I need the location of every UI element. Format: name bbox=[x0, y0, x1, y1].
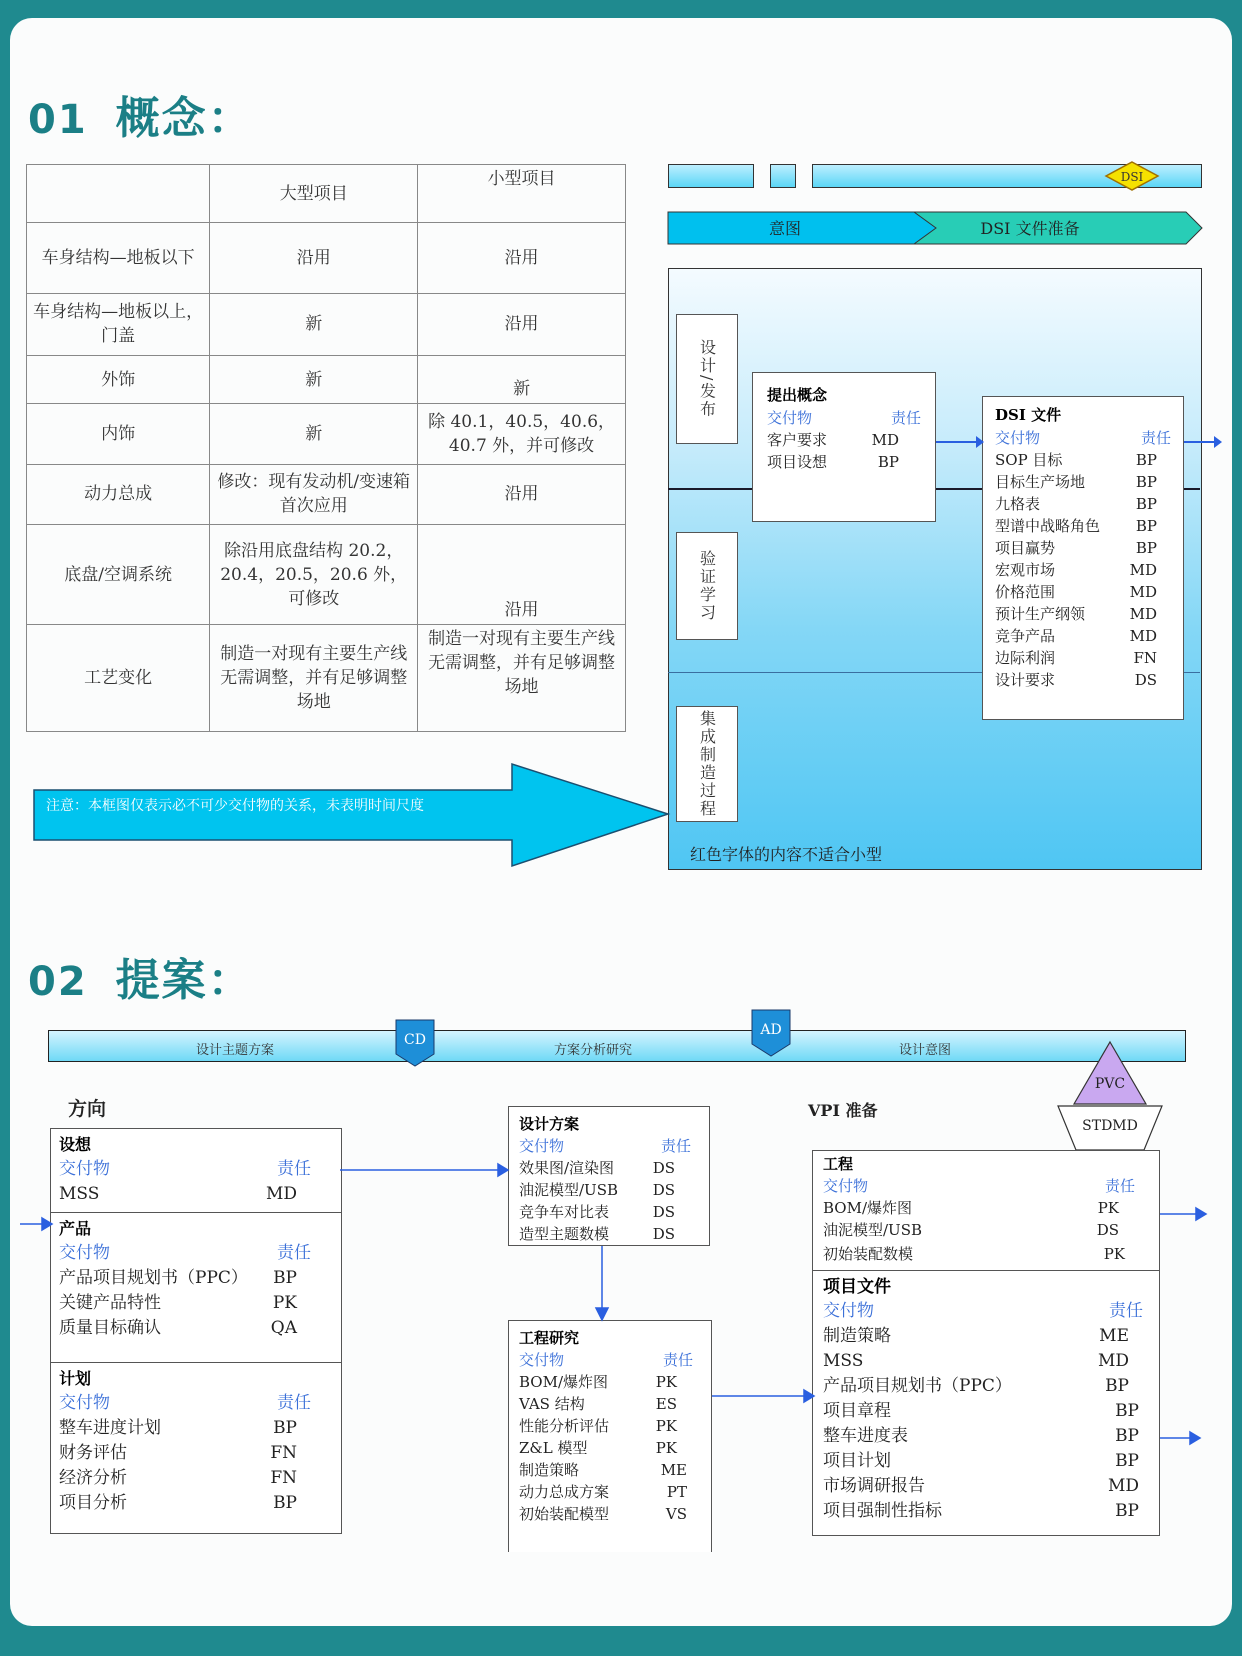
engineering-study-box: 工程研究 交付物 责任 BOM/爆炸图 PK VAS 结构 ES 性能分析评估 PK Z&L 模型 PK 制造策略 ME 动力总成方案 PT 初始装配模型 VS bbox=[508, 1320, 712, 1552]
note-arrow-text: 注意：本框图仅表示必不可少交付物的关系，未表明时间尺度 bbox=[46, 798, 424, 814]
phase-right-label: DSI 文件准备 bbox=[980, 219, 1080, 238]
table-cell: 沿用 bbox=[418, 293, 626, 355]
list-item: 项目设想 BP bbox=[767, 453, 899, 471]
direction-box bbox=[50, 1128, 342, 1534]
table-cell: 动力总成 bbox=[27, 464, 210, 524]
timeline-bar-segment bbox=[668, 164, 754, 188]
list-item: 竞争产品 MD bbox=[995, 627, 1157, 645]
table-cell: 工艺变化 bbox=[27, 625, 210, 732]
timeline-label: 设计意图 bbox=[898, 1043, 951, 1058]
milestone-ad-label: AD bbox=[760, 1022, 782, 1038]
section-2-heading bbox=[28, 944, 254, 1008]
section-2-title: 提案： bbox=[115, 955, 254, 1006]
timeline-label: 方案分析研究 bbox=[553, 1043, 632, 1058]
list-item: 型谱中战略角色 BP bbox=[995, 517, 1157, 535]
section-2-number: 02 bbox=[28, 959, 88, 1005]
lane-label-design: 设计/发布 bbox=[697, 339, 717, 419]
lane-label-manufacturing: 集成制造过程 bbox=[697, 710, 717, 818]
list-item: SOP 目标 BP bbox=[995, 451, 1157, 469]
list-item: 项目赢势 BP bbox=[995, 539, 1157, 557]
milestone-cd-label: CD bbox=[404, 1032, 426, 1048]
table-cell: 沿用 bbox=[418, 524, 626, 625]
vpi-label: VPI 准备 bbox=[808, 1101, 878, 1120]
table-cell: 底盘/空调系统 bbox=[27, 524, 210, 625]
dsi-diamond-icon bbox=[1104, 160, 1160, 192]
table-cell: 制造一对现有主要生产线无需调整，并有足够调整场地 bbox=[418, 625, 626, 732]
table-header-small: 小型项目 bbox=[418, 165, 626, 223]
vpi-box bbox=[812, 1150, 1160, 1536]
group-idea: 设想 交付物 责任 MSS MD bbox=[51, 1129, 341, 1213]
table-cell: 除沿用底盘结构 20.2，20.4，20.5，20.6 外，可修改 bbox=[210, 524, 418, 625]
table-header-empty bbox=[27, 165, 210, 223]
lane-label-box bbox=[676, 532, 738, 640]
section-1-heading bbox=[28, 82, 254, 146]
list-item: 价格范围 MD bbox=[995, 583, 1157, 601]
phase-left-label: 意图 bbox=[768, 219, 801, 238]
table-cell: 车身结构—地板以下 bbox=[27, 223, 210, 293]
list-item: 九格表 BP bbox=[995, 495, 1157, 513]
lane-label-box bbox=[676, 314, 738, 444]
group-engineering: 工程 交付物 责任 BOM/爆炸图 PK 油泥模型/USB DS 初始装配数模 PK bbox=[813, 1151, 1159, 1271]
table-cell: 沿用 bbox=[210, 223, 418, 293]
list-item: 宏观市场 MD bbox=[995, 561, 1157, 579]
list-item: 边际利润 FN bbox=[995, 649, 1157, 667]
timeline-label: 设计主题方案 bbox=[195, 1043, 274, 1058]
flow-arrows bbox=[936, 432, 1236, 452]
table-cell: 沿用 bbox=[418, 464, 626, 524]
list-item: 目标生产场地 BP bbox=[995, 473, 1157, 491]
note-small-project: 红色字体的内容不适合小型 bbox=[690, 845, 883, 864]
concept-table bbox=[26, 164, 626, 732]
table-cell: 修改：现有发动机/变速箱首次应用 bbox=[210, 464, 418, 524]
table-cell: 外饰 bbox=[27, 355, 210, 403]
concept-box-title: 提出概念 bbox=[767, 386, 828, 404]
dsi-box-title: DSI 文件 bbox=[995, 406, 1062, 424]
owner-header: 责任 bbox=[1140, 429, 1171, 447]
table-cell: 制造一对现有主要生产线无需调整，并有足够调整场地 bbox=[210, 625, 418, 732]
table-cell: 新 bbox=[210, 293, 418, 355]
timeline-bar-segment bbox=[770, 164, 796, 188]
section-1-number: 01 bbox=[28, 97, 88, 143]
lane-label-verify: 验证学习 bbox=[697, 550, 717, 622]
list-item: 设计要求 DS bbox=[995, 671, 1157, 689]
pvc-stdmd-icon bbox=[1056, 1040, 1164, 1152]
table-cell: 新 bbox=[210, 355, 418, 403]
deliverable-header: 交付物 bbox=[995, 429, 1041, 447]
owner-header: 责任 bbox=[890, 409, 921, 427]
table-cell: 除 40.1，40.5，40.6，40.7 外，并可修改 bbox=[418, 404, 626, 464]
group-plan: 计划 交付物 责任 整车进度计划 BP 财务评估 FN 经济分析 FN 项目分析 BP bbox=[59, 1369, 311, 1513]
table-cell: 新 bbox=[418, 355, 626, 403]
dsi-marker-label: DSI bbox=[1120, 170, 1144, 184]
table-header-large: 大型项目 bbox=[210, 165, 418, 223]
table-cell: 车身结构—地板以上，门盖 bbox=[27, 293, 210, 355]
group-product: 产品 交付物 责任 产品项目规划书（PPC） BP 关键产品特性 PK 质量目标确认 QA bbox=[51, 1213, 341, 1363]
concept-box bbox=[752, 372, 936, 522]
lane-label-box bbox=[676, 706, 738, 822]
deliverable-header: 交付物 bbox=[767, 409, 813, 427]
pvc-label: PVC bbox=[1094, 1076, 1126, 1092]
design-proposal-box: 设计方案 交付物 责任 效果图/渲染图 DS 油泥模型/USB DS 竞争车对比表 DS 造型主题数模 DS bbox=[508, 1106, 710, 1246]
table-cell: 内饰 bbox=[27, 404, 210, 464]
list-item: 客户要求 MD bbox=[767, 431, 899, 449]
list-item: 预计生产纲领 MD bbox=[995, 605, 1157, 623]
direction-label: 方向 bbox=[68, 1098, 107, 1120]
group-project-docs: 项目文件 交付物 责任 制造策略 ME MSS MD 产品项目规划书（PPC） BP 项目章程 BP 整车进度表 BP 项目计划 BP 市场调研报告 MD 项目强制性指标 BP bbox=[823, 1277, 1143, 1521]
table-cell: 新 bbox=[210, 404, 418, 464]
table-cell: 沿用 bbox=[418, 223, 626, 293]
stdmd-label: STDMD bbox=[1082, 1118, 1138, 1134]
note-arrow bbox=[32, 762, 672, 870]
section-1-title: 概念： bbox=[115, 93, 254, 144]
